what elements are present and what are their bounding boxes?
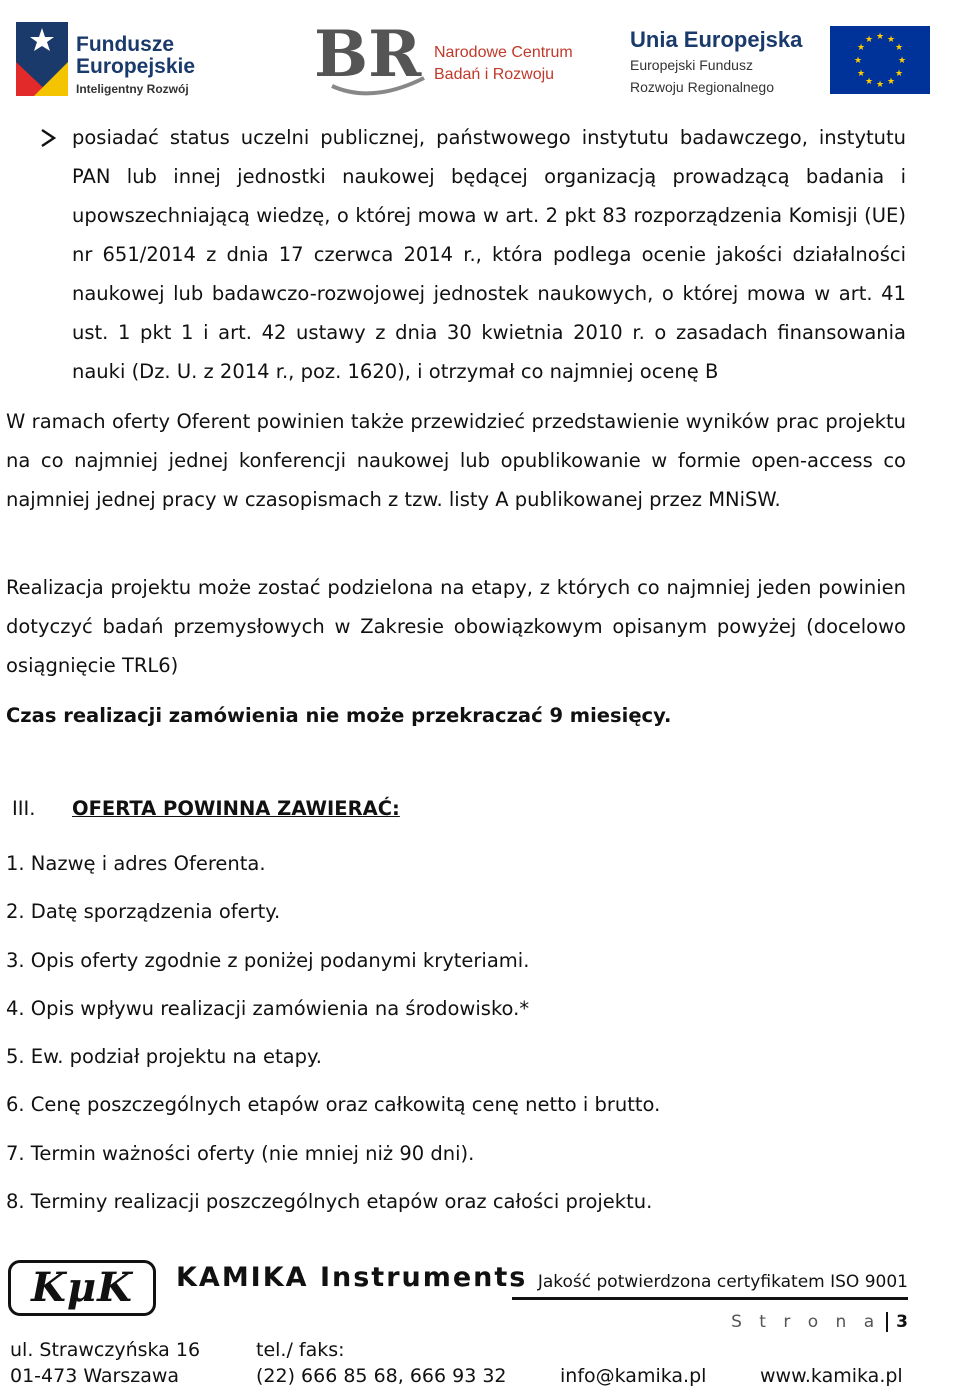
svg-text:★: ★ xyxy=(864,35,874,45)
kuk-logo: KμK xyxy=(8,1260,156,1316)
list-item: 6. Cenę poszczególnych etapów oraz całkowitą cenę netto i brutto. xyxy=(6,1093,661,1117)
svg-text:★: ★ xyxy=(853,56,863,66)
fe-flag-icon xyxy=(16,22,68,96)
ue-logo-line1: Unia Europejska xyxy=(630,27,803,52)
fe-logo-line2: Europejskie xyxy=(76,55,196,78)
svg-text:★: ★ xyxy=(897,56,907,66)
svg-text:★: ★ xyxy=(894,43,904,53)
fe-logo-line3: Inteligentny Rozwój xyxy=(76,82,189,96)
footer-tel: (22) 666 85 68, 666 93 32 xyxy=(256,1365,507,1387)
svg-text:★: ★ xyxy=(856,69,866,79)
eu-flag-icon xyxy=(830,26,930,94)
svg-text:★: ★ xyxy=(875,80,885,90)
iso-certificate-text: Jakość potwierdzona certyfikatem ISO 9001 xyxy=(537,1272,908,1292)
footer-divider xyxy=(512,1297,908,1300)
ncbr-line1: Narodowe Centrum xyxy=(434,44,573,61)
list-item: 1. Nazwę i adres Oferenta. xyxy=(6,852,266,875)
footer-tel-label: tel./ faks: xyxy=(256,1339,345,1361)
svg-text:★: ★ xyxy=(886,77,896,87)
ue-logo-line3: Rozwoju Regionalnego xyxy=(630,79,774,95)
footer-street: ul. Strawczyńska 16 xyxy=(10,1339,201,1361)
page-label: S t r o n a xyxy=(731,1312,881,1332)
list-item: 4. Opis wpływu realizacji zamówienia na środowisko.* xyxy=(6,996,530,1020)
footer-city: 01-473 Warszawa xyxy=(10,1365,180,1387)
eligibility-bullet-text: posiadać status uczelni publicznej, państwowego instytutu badawczego, instytutu PAN lub innej jednostki naukowej będącej organizacją prowadzącą badania i upowszechniającą wiedzę, o której mowa w art. 2 pkt 83 rozporządzenia Komisji (UE) nr 651/2014 z dnia 17 czerwca 2014 r., która podlega ocenie jakości działalności naukowej lub badawczo-rozwojowej jednostek naukowych, o której mowa w art. 41 ust. 1 pkt 1 i art. 42 ustawy z dnia 30 kwietnia 2010 r. o zasadach finansowania nauki (Dz. U. z 2014 r., poz. 1620), i otrzymał co najmniej ocenę B xyxy=(72,126,906,383)
stages-paragraph: Realizacja projektu może zostać podzielona na etapy, z których co najmniej jeden powinien dotyczyć badań przemysłowych w Zakresie obowiązkowym opisanym powyżej (docelowo osiągnięcie TRL6) xyxy=(6,576,906,677)
ncbr-line2: Badań i Rozwoju xyxy=(434,66,555,83)
svg-text:★: ★ xyxy=(864,77,874,87)
section-title: OFERTA POWINNA ZAWIERAĆ: xyxy=(72,797,400,820)
footer-email-link[interactable]: info@kamika.pl xyxy=(560,1365,707,1387)
arrow-bullet-icon xyxy=(38,128,58,148)
list-item: 7. Termin ważności oferty (nie mniej niż 90 dni). xyxy=(6,1141,475,1165)
fundusze-europejskie-logo xyxy=(10,14,220,100)
ncbr-emblem-icon xyxy=(312,14,430,100)
duration-notice: Czas realizacji zamówienia nie może przekraczać 9 miesięcy. xyxy=(6,704,672,727)
publication-paragraph: W ramach oferty Oferent powinien także przewidzieć przedstawienie wyników prac projektu na co najmniej jednej konferencji naukowej lub opublikowanie w formie open-access co najmniej jednej pracy w czasopismach z tzw. listy A publikowanej przez MNiSW. xyxy=(6,410,906,511)
svg-text:★: ★ xyxy=(894,69,904,79)
page-number: 3 xyxy=(886,1312,908,1332)
svg-text:★: ★ xyxy=(856,43,866,53)
footer-website-link[interactable]: www.kamika.pl xyxy=(760,1365,903,1387)
list-item: 5. Ew. podział projektu na etapy. xyxy=(6,1045,322,1069)
company-name: KAMIKA Instruments xyxy=(176,1262,528,1293)
section-number: III. xyxy=(12,797,36,820)
svg-text:★: ★ xyxy=(875,32,885,42)
ncbr-letters: BR xyxy=(314,17,422,92)
offer-contents-list xyxy=(6,840,906,1226)
ue-logo-line2: Europejski Fundusz xyxy=(630,57,753,73)
list-item: 3. Opis oferty zgodnie z poniżej podanymi kryteriami. xyxy=(6,948,530,972)
page-indicator xyxy=(700,1312,908,1332)
list-item: 2. Datę sporządzenia oferty. xyxy=(6,900,281,924)
list-item: 8. Terminy realizacji poszczególnych etapów oraz całości projektu. xyxy=(6,1190,653,1214)
fe-logo-line1: Fundusze xyxy=(76,33,174,56)
unia-europejska-logo xyxy=(630,20,930,100)
ncbr-logo xyxy=(312,14,582,100)
svg-text:★: ★ xyxy=(886,35,896,45)
